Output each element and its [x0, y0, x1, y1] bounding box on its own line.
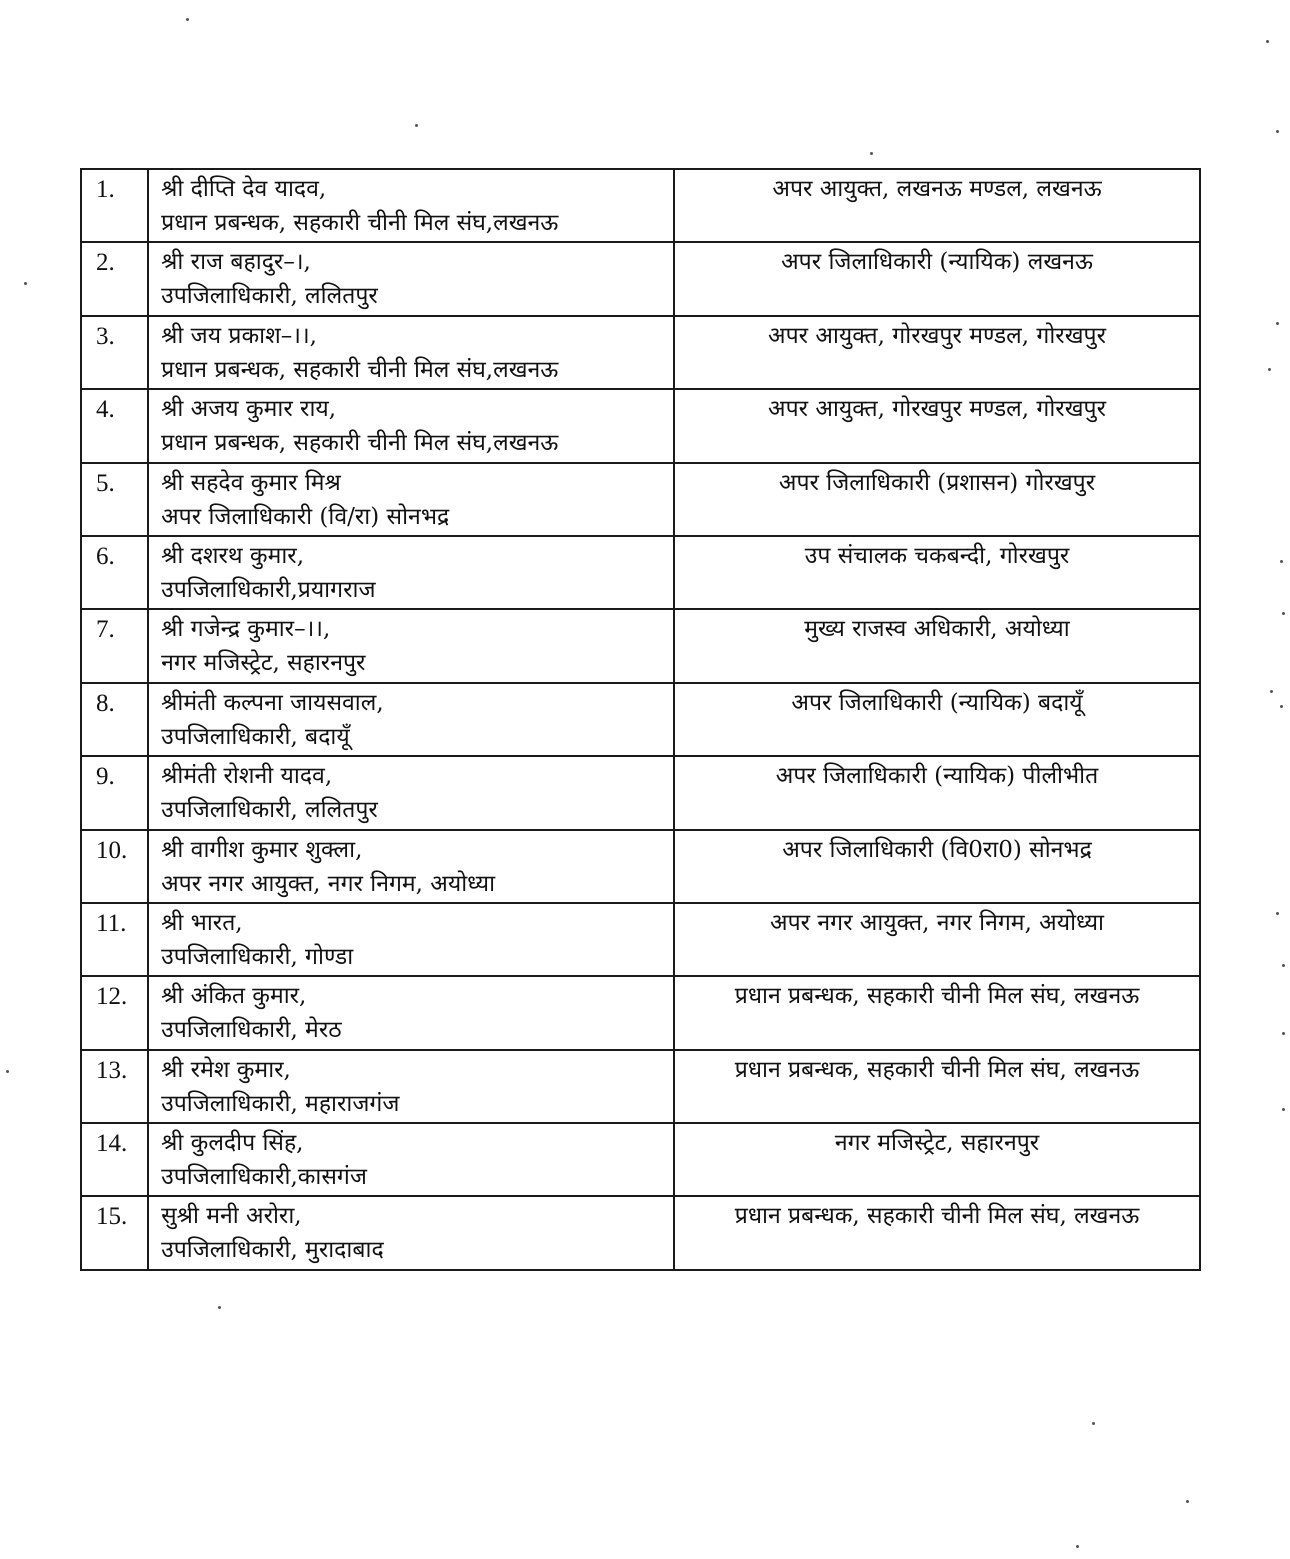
officer-cell	[148, 169, 674, 242]
table-body	[81, 169, 1200, 1270]
officer-cell	[148, 463, 674, 536]
officer-name: श्री रमेश कुमार,	[161, 1056, 291, 1083]
officer-cell	[148, 903, 674, 976]
scan-speck	[6, 1070, 9, 1073]
scan-speck	[870, 152, 873, 155]
officer-name: श्री दीप्ति देव यादव,	[161, 176, 327, 202]
new-post: अपर नगर आयुक्त, नगर निगम, अयोध्या	[674, 903, 1200, 976]
officer-name: श्री जय प्रकाश–।।,	[161, 322, 317, 349]
current-post: उपजिलाधिकारी, मुरादाबाद	[161, 1237, 384, 1264]
table-row	[81, 463, 1200, 536]
officer-cell	[148, 1050, 674, 1123]
current-post: उपजिलाधिकारी, मेरठ	[161, 1017, 342, 1044]
current-post: अपर नगर आयुक्त, नगर निगम, अयोध्या	[161, 870, 496, 897]
scan-speck	[415, 124, 418, 127]
scan-speck	[1282, 1032, 1285, 1035]
current-post: उपजिलाधिकारी, गोण्डा	[161, 943, 354, 970]
scan-speck	[1276, 322, 1279, 325]
table-row	[81, 169, 1200, 242]
serial-number: 3.	[81, 316, 148, 389]
table-row	[81, 976, 1200, 1049]
scan-speck	[1266, 40, 1269, 43]
new-post: अपर जिलाधिकारी (न्यायिक) बदायूँ	[674, 683, 1200, 756]
transfer-table	[80, 168, 1201, 1271]
new-post: उप संचालक चकबन्दी, गोरखपुर	[674, 536, 1200, 609]
officer-cell	[148, 1196, 674, 1269]
officer-cell	[148, 316, 674, 389]
current-post: उपजिलाधिकारी, बदायूँ	[161, 723, 350, 750]
new-post: अपर जिलाधिकारी (प्रशासन) गोरखपुर	[674, 463, 1200, 536]
table-row	[81, 756, 1200, 829]
officer-cell	[148, 756, 674, 829]
current-post: उपजिलाधिकारी,कासगंज	[161, 1164, 367, 1191]
table-row	[81, 1123, 1200, 1196]
table-row	[81, 1196, 1200, 1269]
serial-number: 4.	[81, 389, 148, 462]
scan-speck	[1282, 612, 1285, 615]
officer-cell	[148, 1123, 674, 1196]
new-post: प्रधान प्रबन्धक, सहकारी चीनी मिल संघ, लखनऊ	[674, 1196, 1200, 1269]
officer-name: श्री गजेन्द्र कुमार–।।,	[161, 616, 331, 643]
officer-cell	[148, 242, 674, 315]
table-row	[81, 609, 1200, 682]
officer-name: सुश्री मनी अरोरा,	[161, 1203, 302, 1230]
serial-number: 13.	[81, 1050, 148, 1123]
serial-number: 11.	[81, 903, 148, 976]
current-post: उपजिलाधिकारी, ललितपुर	[161, 797, 378, 824]
new-post: अपर जिलाधिकारी (न्यायिक) पीलीभीत	[674, 756, 1200, 829]
table-row	[81, 830, 1200, 903]
new-post: प्रधान प्रबन्धक, सहकारी चीनी मिल संघ, लखनऊ	[674, 1050, 1200, 1123]
serial-number: 10.	[81, 830, 148, 903]
table-row	[81, 389, 1200, 462]
officer-name: श्री सहदेव कुमार मिश्र	[161, 469, 341, 496]
serial-number: 14.	[81, 1123, 148, 1196]
current-post: नगर मजिस्ट्रेट, सहारनपुर	[161, 650, 366, 677]
officer-name: श्री दशरथ कुमार,	[161, 542, 305, 569]
officer-name: श्री भारत,	[161, 909, 243, 936]
officer-cell	[148, 976, 674, 1049]
officer-cell	[148, 830, 674, 903]
officer-cell	[148, 389, 674, 462]
table-row	[81, 683, 1200, 756]
new-post: नगर मजिस्ट्रेट, सहारनपुर	[674, 1123, 1200, 1196]
scan-speck	[1276, 912, 1279, 915]
officer-name: श्री अंकित कुमार,	[161, 983, 307, 1010]
scan-speck	[1092, 1422, 1095, 1425]
new-post: अपर आयुक्त, गोरखपुर मण्डल, गोरखपुर	[674, 316, 1200, 389]
officer-name: श्री कुलदीप सिंह,	[161, 1130, 304, 1157]
table-row	[81, 242, 1200, 315]
current-post: अपर जिलाधिकारी (वि/रा) सोनभद्र	[161, 503, 450, 530]
new-post: अपर जिलाधिकारी (वि0रा0) सोनभद्र	[674, 830, 1200, 903]
officer-name: श्री अजय कुमार राय,	[161, 396, 337, 423]
scan-speck	[1280, 705, 1283, 708]
table-row	[81, 903, 1200, 976]
serial-number: 12.	[81, 976, 148, 1049]
scan-speck	[1282, 1108, 1285, 1111]
serial-number: 7.	[81, 609, 148, 682]
serial-number: 8.	[81, 683, 148, 756]
officer-name: श्रीमंती रोशनी यादव,	[161, 763, 333, 790]
table-row	[81, 316, 1200, 389]
current-post: उपजिलाधिकारी, ललितपुर	[161, 283, 378, 310]
officer-name: श्रीमंती कल्पना जायसवाल,	[161, 689, 384, 716]
serial-number: 5.	[81, 463, 148, 536]
scan-speck	[1282, 964, 1285, 967]
officer-cell	[148, 683, 674, 756]
scan-speck	[218, 1306, 221, 1309]
serial-number: 2.	[81, 242, 148, 315]
serial-number: 15.	[81, 1196, 148, 1269]
scan-speck	[24, 282, 27, 285]
new-post: प्रधान प्रबन्धक, सहकारी चीनी मिल संघ, लखनऊ	[674, 976, 1200, 1049]
current-post: प्रधान प्रबन्धक, सहकारी चीनी मिल संघ,लखनऊ	[161, 430, 559, 457]
current-post: उपजिलाधिकारी, महाराजगंज	[161, 1090, 400, 1117]
current-post: प्रधान प्रबन्धक, सहकारी चीनी मिल संघ,लखनऊ	[161, 356, 559, 383]
new-post: अपर आयुक्त, लखनऊ मण्डल, लखनऊ	[674, 169, 1200, 242]
serial-number: 9.	[81, 756, 148, 829]
officer-name: श्री वागीश कुमार शुक्ला,	[161, 836, 363, 863]
scan-speck	[1276, 130, 1279, 133]
table-row	[81, 536, 1200, 609]
officer-cell	[148, 536, 674, 609]
scan-speck	[1076, 1545, 1079, 1548]
scan-speck	[1270, 690, 1273, 693]
scan-speck	[1280, 560, 1283, 563]
table-row	[81, 1050, 1200, 1123]
new-post: अपर जिलाधिकारी (न्यायिक) लखनऊ	[674, 242, 1200, 315]
officer-name: श्री राज बहादुर–।,	[161, 249, 311, 276]
scan-speck	[1268, 368, 1271, 371]
current-post: प्रधान प्रबन्धक, सहकारी चीनी मिल संघ,लखनऊ	[161, 210, 559, 236]
scan-speck	[1186, 1500, 1189, 1503]
serial-number: 6.	[81, 536, 148, 609]
scan-speck	[186, 18, 189, 21]
new-post: मुख्य राजस्व अधिकारी, अयोध्या	[674, 609, 1200, 682]
current-post: उपजिलाधिकारी,प्रयागराज	[161, 576, 376, 603]
serial-number: 1.	[81, 169, 148, 242]
officer-cell	[148, 609, 674, 682]
new-post: अपर आयुक्त, गोरखपुर मण्डल, गोरखपुर	[674, 389, 1200, 462]
